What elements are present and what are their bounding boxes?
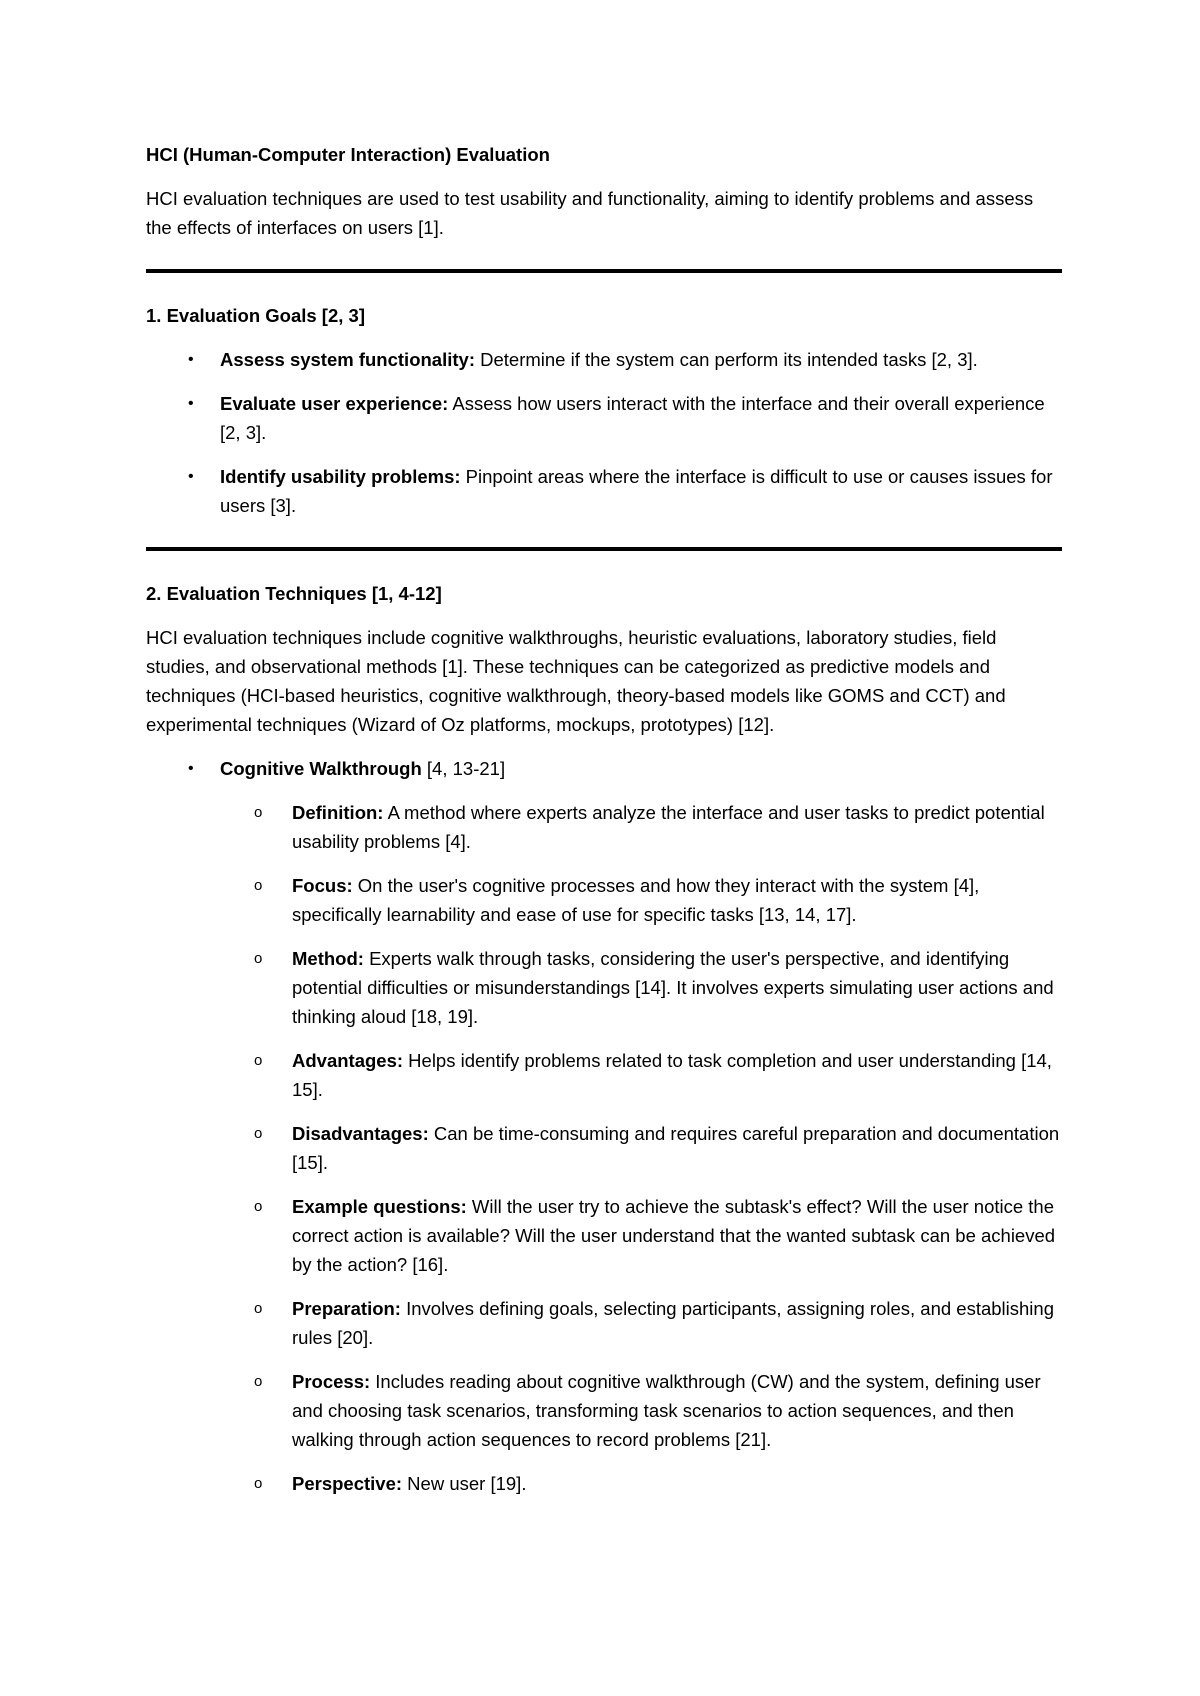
section-heading-techniques: 2. Evaluation Techniques [1, 4-12] bbox=[146, 583, 442, 604]
sub-bullet-icon: o bbox=[254, 1373, 263, 1390]
sub-item-label: Disadvantages: bbox=[292, 1123, 429, 1144]
sub-bullet-icon: o bbox=[254, 804, 263, 821]
goals-list bbox=[146, 345, 1060, 520]
item-label: Assess system functionality: bbox=[220, 349, 475, 370]
sub-bullet-icon: o bbox=[254, 950, 263, 967]
bullet-icon: • bbox=[188, 395, 194, 412]
intro-paragraph: HCI evaluation techniques are used to test usability and functionality, aiming to identify problems and assess the effects of interfaces on users [1]. bbox=[146, 188, 1034, 238]
horizontal-rule bbox=[146, 547, 1062, 551]
document-title: HCI (Human-Computer Interaction) Evaluation bbox=[146, 144, 550, 165]
sub-item-text: Helps identify problems related to task completion and user understanding [14, 15]. bbox=[292, 1050, 1052, 1100]
bullet-icon: • bbox=[188, 760, 194, 777]
technique-refs: [4, 13-21] bbox=[421, 758, 506, 779]
sub-item-label: Process: bbox=[292, 1371, 371, 1392]
sub-list-item bbox=[146, 1367, 1060, 1454]
sub-bullet-icon: o bbox=[254, 1475, 263, 1492]
sub-item-label: Perspective: bbox=[292, 1473, 403, 1494]
sub-bullet-icon: o bbox=[254, 1052, 263, 1069]
sub-list-item bbox=[146, 1046, 1060, 1104]
sub-list-item bbox=[146, 1192, 1060, 1279]
sub-list-item bbox=[146, 1469, 1060, 1498]
sub-list-item bbox=[146, 1119, 1060, 1177]
list-item bbox=[146, 462, 1060, 520]
sub-item-text: Involves defining goals, selecting participants, assigning roles, and establishing rules [20]. bbox=[292, 1298, 1054, 1348]
sub-bullet-icon: o bbox=[254, 877, 263, 894]
sub-item-label: Preparation: bbox=[292, 1298, 401, 1319]
bullet-icon: • bbox=[188, 351, 194, 368]
list-item bbox=[146, 389, 1060, 447]
sub-item-label: Example questions: bbox=[292, 1196, 467, 1217]
sub-list-item bbox=[146, 944, 1060, 1031]
horizontal-rule bbox=[146, 269, 1062, 273]
cognitive-walkthrough-details bbox=[146, 798, 1060, 1498]
sub-list-item bbox=[146, 1294, 1060, 1352]
sub-list-item bbox=[146, 871, 1060, 929]
sub-item-text: Will the user try to achieve the subtask's effect? Will the user notice the correct action is available? Will the user understand that the wanted subtask can be achieved by the action? [16]. bbox=[292, 1196, 1056, 1275]
list-item bbox=[146, 754, 1060, 1498]
techniques-paragraph: HCI evaluation techniques include cognitive walkthroughs, heuristic evaluations, laboratory studies, field studies, and observational methods [1]. These techniques can be categorized as predictive models and techniques (HCI-based heuristics, cognitive walkthrough, theory-based models like GOMS and CCT) and experimental techniques (Wizard of Oz platforms, mockups, prototypes) [12]. bbox=[146, 627, 1006, 735]
sub-item-text: Experts walk through tasks, considering the user's perspective, and identifying potential difficulties or misunderstandings [14]. It involves experts simulating user actions and thinking aloud [18, 19]. bbox=[292, 948, 1054, 1027]
sub-item-label: Definition: bbox=[292, 802, 384, 823]
item-text: Determine if the system can perform its intended tasks [2, 3]. bbox=[474, 349, 978, 370]
list-item bbox=[146, 345, 1060, 374]
technique-label: Cognitive Walkthrough bbox=[220, 758, 422, 779]
sub-item-label: Focus: bbox=[292, 875, 353, 896]
item-label: Identify usability problems: bbox=[220, 466, 461, 487]
item-text: Assess how users interact with the interface and their overall experience [2, 3]. bbox=[220, 393, 1045, 443]
sub-bullet-icon: o bbox=[254, 1125, 263, 1142]
sub-item-text: A method where experts analyze the interface and user tasks to predict potential usability problems [4]. bbox=[292, 802, 1045, 852]
section-heading-goals: 1. Evaluation Goals [2, 3] bbox=[146, 305, 365, 326]
item-label: Evaluate user experience: bbox=[220, 393, 449, 414]
sub-item-text: Includes reading about cognitive walkthrough (CW) and the system, defining user and choosing task scenarios, transforming task scenarios to action sequences, and then walking through action sequences to record problems [21]. bbox=[292, 1371, 1041, 1450]
techniques-list bbox=[146, 754, 1060, 1498]
sub-item-label: Method: bbox=[292, 948, 364, 969]
sub-bullet-icon: o bbox=[254, 1300, 263, 1317]
item-text: Pinpoint areas where the interface is difficult to use or causes issues for users [3]. bbox=[220, 466, 1053, 516]
sub-bullet-icon: o bbox=[254, 1198, 263, 1215]
sub-list-wrapper bbox=[220, 798, 1060, 1498]
sub-item-text: New user [19]. bbox=[402, 1473, 527, 1494]
sub-item-text: Can be time-consuming and requires careful preparation and documentation [15]. bbox=[292, 1123, 1060, 1173]
sub-list-item bbox=[146, 798, 1060, 856]
sub-item-label: Advantages: bbox=[292, 1050, 404, 1071]
document-page bbox=[146, 140, 1060, 1513]
bullet-icon: • bbox=[188, 468, 194, 485]
sub-item-text: On the user's cognitive processes and how they interact with the system [4], specifically learnability and ease of use for specific tasks [13, 14, 17]. bbox=[292, 875, 980, 925]
